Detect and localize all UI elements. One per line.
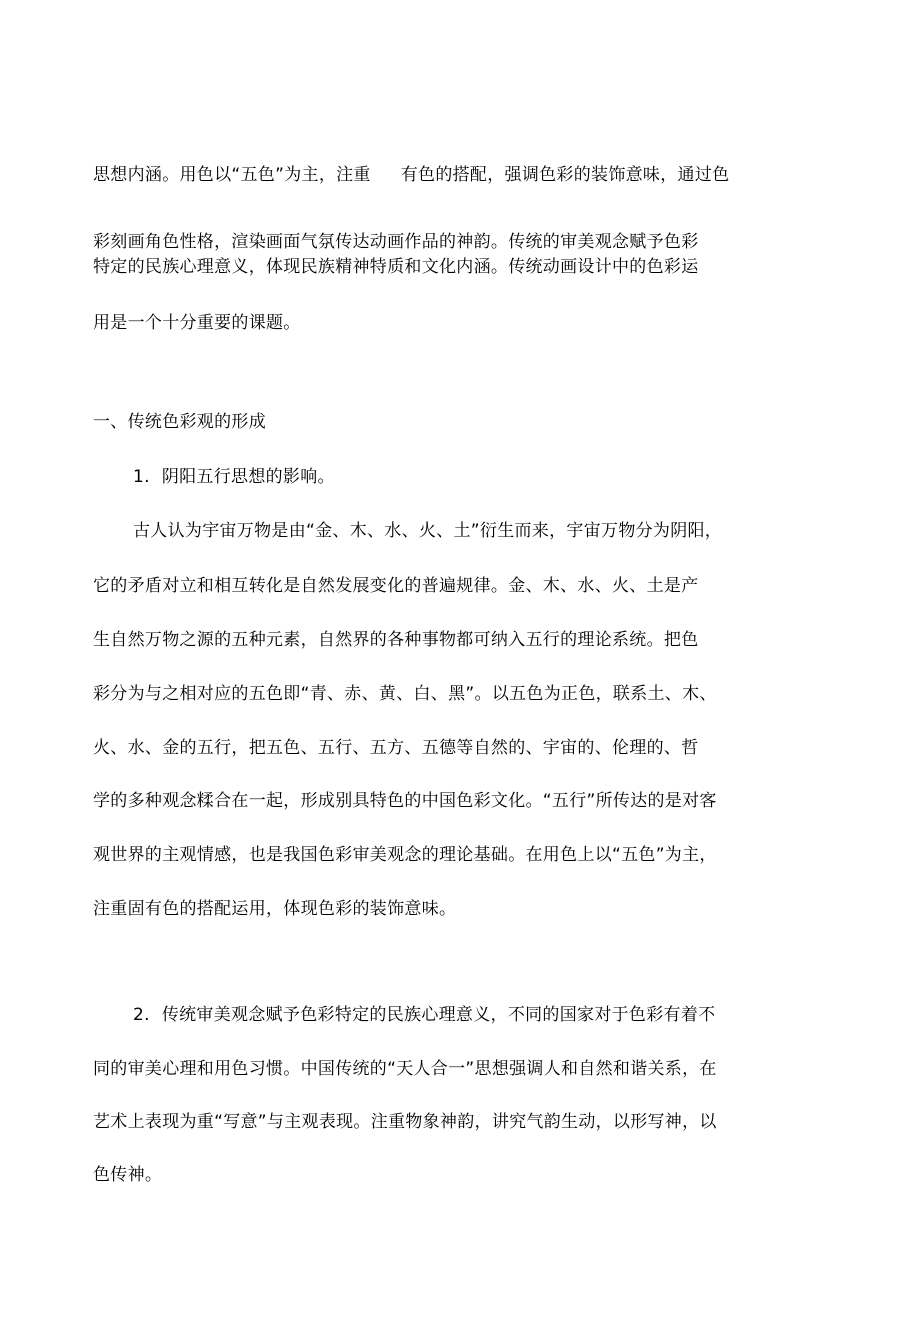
intro-line-2: 彩刻画角色性格，渲染画面气氛传达动画作品的神韵。传统的审美观念赋予色彩: [93, 232, 699, 252]
intro-line-4: 用是一个十分重要的课题。: [93, 313, 301, 333]
item-2-text: 传统审美观念赋予色彩特定的民族心理意义，不同的国家对于色彩有着不: [161, 1005, 716, 1025]
item-2-number: 2.: [133, 1005, 150, 1025]
item-2-first-line: [133, 1005, 715, 1025]
item-1-paragraph-line: 彩分为与之相对应的五色即“青、赤、黄、白、黑”。以五色为正色，联系土、木、: [93, 684, 717, 704]
item-1-title: 阴阳五行思想的影响。: [161, 467, 335, 487]
intro-line-1-part-a: 思想内涵。用色以“五色”为主，注重: [93, 165, 371, 185]
item-2-paragraph-line: 艺术上表现为重“写意”与主观表现。注重物象神韵，讲究气韵生动，以形写神，以: [93, 1112, 717, 1132]
item-1-paragraph-line: 学的多种观念糅合在一起，形成别具特色的中国色彩文化。“五行”所传达的是对客: [93, 791, 717, 811]
item-2-paragraph-line: 色传神。: [93, 1165, 163, 1185]
intro-line-3: 特定的民族心理意义，体现民族精神特质和文化内涵。传统动画设计中的色彩运: [93, 257, 699, 277]
intro-line-1-part-b: 有色的搭配，强调色彩的装饰意味，通过色: [400, 165, 730, 185]
item-1-paragraph-line: 生自然万物之源的五种元素，自然界的各种事物都可纳入五行的理论系统。把色: [93, 630, 699, 650]
section-heading: 一、传统色彩观的形成: [93, 412, 266, 432]
item-1-paragraph-line: 古人认为宇宙万物是由“金、木、水、火、土”衍生而来，宇宙万物分为阴阳，: [133, 521, 723, 541]
item-1-heading: [133, 467, 335, 487]
item-1-paragraph-line: 它的矛盾对立和相互转化是自然发展变化的普遍规律。金、木、水、火、土是产: [93, 576, 699, 596]
item-1-number: 1.: [133, 467, 150, 487]
item-1-paragraph-line: 火、水、金的五行，把五色、五行、五方、五德等自然的、宇宙的、伦理的、哲: [93, 738, 699, 758]
item-1-paragraph-line: 注重固有色的搭配运用，体现色彩的装饰意味。: [93, 899, 457, 919]
item-1-paragraph-line: 观世界的主观情感，也是我国色彩审美观念的理论基础。在用色上以“五色”为主，: [93, 845, 717, 865]
intro-line-1: [93, 165, 729, 185]
item-2-paragraph-line: 同的审美心理和用色习惯。中国传统的“天人合一”思想强调人和自然和谐关系，在: [93, 1059, 717, 1079]
